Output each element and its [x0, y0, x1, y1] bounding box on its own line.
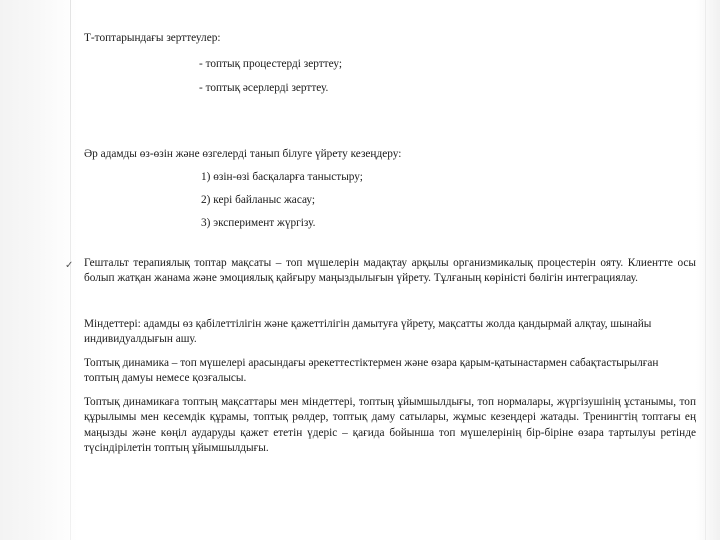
- list-item: 1) өзін-өзі басқаларға таныстыру;: [201, 171, 363, 183]
- list-item: - топтық әсерлерді зерттеу.: [199, 82, 329, 94]
- section-heading-t-groups: Т-топтарындағы зерттеулер:: [84, 32, 221, 44]
- list-item: 2) кері байланыс жасау;: [201, 194, 316, 206]
- slide-content: [84, 0, 696, 540]
- list-item: - топтық процестерді зерттеу;: [199, 58, 342, 70]
- paragraph-dynamics-components: Топтық динамикаға топтың мақсаттары мен міндеттері, топтың ұйымшылдығы, топ нормалары, жүргізушінің ұстанымы, топ құрылымы мен кесемдік құрамы, топтық рөлдер, топтық даму сатылары, жұмыс кезеңдері жатады. Тренингтің топтағы ең маңызды және көңіл аударуды қажет ететін үдеріс – қағида бойынша топ мүшелерінің бір-біріне өзара тартылуы ретінде түсіндірілетін топтың ұйымшылдығы.: [84, 396, 696, 455]
- paragraph-group-dynamics: Топтық динамика – топ мүшелері арасындағы әрекеттестіктермен және өзара қарым-қатынастармен сабақтастырылған топтың дамуы немесе қозғалысы.: [84, 357, 659, 385]
- paragraph-tasks: Міндеттері: адамды өз қабілеттілігін және қажеттілігін дамытуға үйрету, мақсатты жолда қандырмай алқтау, шынайы индивидуалдығын ашу.: [84, 318, 652, 346]
- right-decorative-edge: [696, 0, 720, 540]
- right-divider-line: [705, 0, 706, 540]
- list-item: 3) эксперимент жүргізу.: [201, 217, 316, 229]
- checkmark-bullet-icon: ✓: [65, 260, 74, 271]
- paragraph-gestalt: Гештальт терапиялық топтар мақсаты – топ мүшелерін мадақтау арқылы организмикалық процестерін ояту. Клиентте осы болып жатқан жанама және эмоциялық қайғыру маңыздылығын үйрету. Тұлғаның көріністі бөлігін интеграциялау.: [84, 257, 696, 285]
- section-heading-stages: Әр адамды өз-өзін және өзгелерді танып білуге үйрету кезеңдеру:: [84, 148, 402, 160]
